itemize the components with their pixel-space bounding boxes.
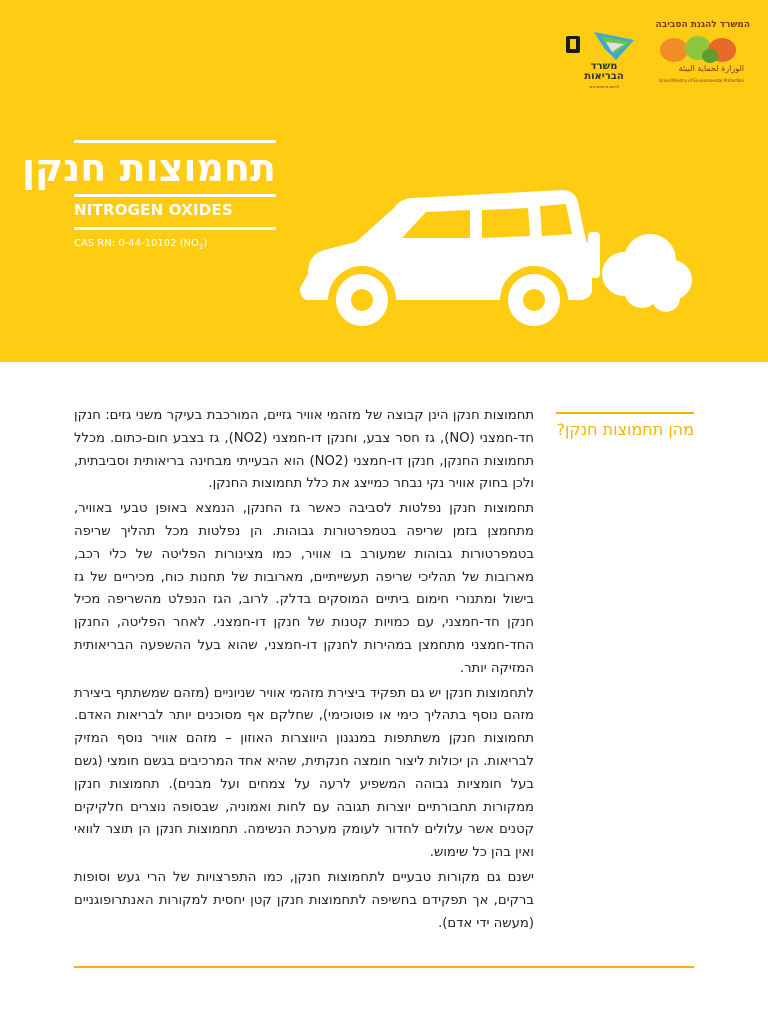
page-title: תחמוצות חנקן	[22, 146, 276, 190]
leaves-icon	[658, 34, 742, 66]
section-heading: מהן תחמוצות חנקן?	[556, 420, 694, 439]
title-middle-rule	[74, 194, 276, 197]
paragraph: תחמוצות חנקן נפלטות לסביבה כאשר גז החנקן, הנמצא באופן טבעי באוויר, מתחמצן בזמן שריפה בטמפרטורות גבוהות. הן נפלטות מכל תהליך שריפה בטמפרטורות גבוהות שמעורב בו אוויר, כמו מצינורות הפליטה של כלי רכב, מארובות של תהליכי שריפה תעשייתיים, מארובות של תחנות כוח, מכיריים של גז בישול ומתנורי חימום ביתיים המוסקים בדלק. לרוב, הגז הנפלט מהשריפה מכיל חנקן חד-חמצני, עם כמויות קטנות של חנקן דו-חמצני. לאחר הפליטה, החנקן החד-חמצני מתחמצן במהירות לחנקן דו-חמצני, שהוא בעל ההשפעה הבריאותית המזיקה יותר.	[74, 501, 534, 676]
footer-rule	[74, 966, 694, 968]
environment-ministry-name-he: המשרד להגנת הסביבה	[655, 20, 750, 30]
paragraph: תחמוצות חנקן הינן קבוצה של מזהמי אוויר גזיים, המורכבת בעיקר משני גזים: חנקן חד-חמצני (NO), גז חסר צבע, וחנקן דו-חמצני (NO2), גז בצבע חום-כתום. מכלל תחמוצות החנקן, חנקן דו-חמצני (NO2) הוא הבעייתי מבחינה בריאותית וסביבתית, ולכן בחוק אוויר נקי נבחר כמייצג את כלל תחמוצות החנקן.	[74, 408, 534, 492]
logos	[560, 20, 750, 90]
environment-ministry-name-en: Israel Ministry of Environmental Protection	[658, 78, 744, 83]
environment-ministry-logo	[652, 20, 750, 90]
title-bottom-rule	[74, 227, 276, 230]
car-exhaust-icon	[294, 182, 704, 342]
title-top-rule	[74, 140, 276, 143]
header-banner	[0, 0, 768, 362]
paragraph: לתחמוצות חנקן יש גם תפקיד ביצירת מזהמי אוויר שניוניים (מזהם שמשתתף ביצירת מזהם נוסף בתהליך כימי או פוטוכימי), שחלקם אף מסוכנים יותר לבריאות האדם. תחמוצות חנקן משתתפות במנגנון היווצרות האוזון – מזהם אוויר נוסף המזיק לבריאות. הן יכולות ליצור חומצה חנקתית, שהיא אחד המרכיבים בגשם חומצי (גשם בעל חומציות גבוהה המשפיע לרעה על צמחים ועל מבנים). תחמוצות חנקן ממקורות תחבורתיים יוצרות תגובה עם לחות ואמוניה, שבסופה נוצרים חלקיקים קטנים אשר עלולים לחדור לעומק מערכת הנשימה. תחמוצות חנקן הן תוצר לוואי ואין בהן כל שימוש.	[74, 685, 534, 861]
health-ministry-subtitle: לחיים בריאים יותר	[588, 84, 620, 89]
health-ministry-logo	[560, 30, 640, 90]
cas-number: CAS RN: 0-44-10102 $(NO_2)$	[74, 238, 208, 251]
health-ministry-name: משרד הבריאות	[584, 61, 624, 82]
page-title-english: NITROGEN OXIDES	[74, 201, 233, 219]
article-body	[74, 405, 534, 937]
section-heading-rule	[556, 412, 694, 414]
health-ministry-emblem-icon	[560, 30, 640, 64]
paragraph: ישנם גם מקורות טבעיים לתחמוצות חנקן, כמו התפרצויות של הרי געש וסופות ברקים, אך תפקידם בחשיפה לתחמוצות חנקן קטן יחסית למקורות האנתרופוגניים (מעשה ידי אדם).	[74, 869, 534, 931]
environment-ministry-name-ar: الوزارة لحماية البيئة	[678, 64, 744, 73]
